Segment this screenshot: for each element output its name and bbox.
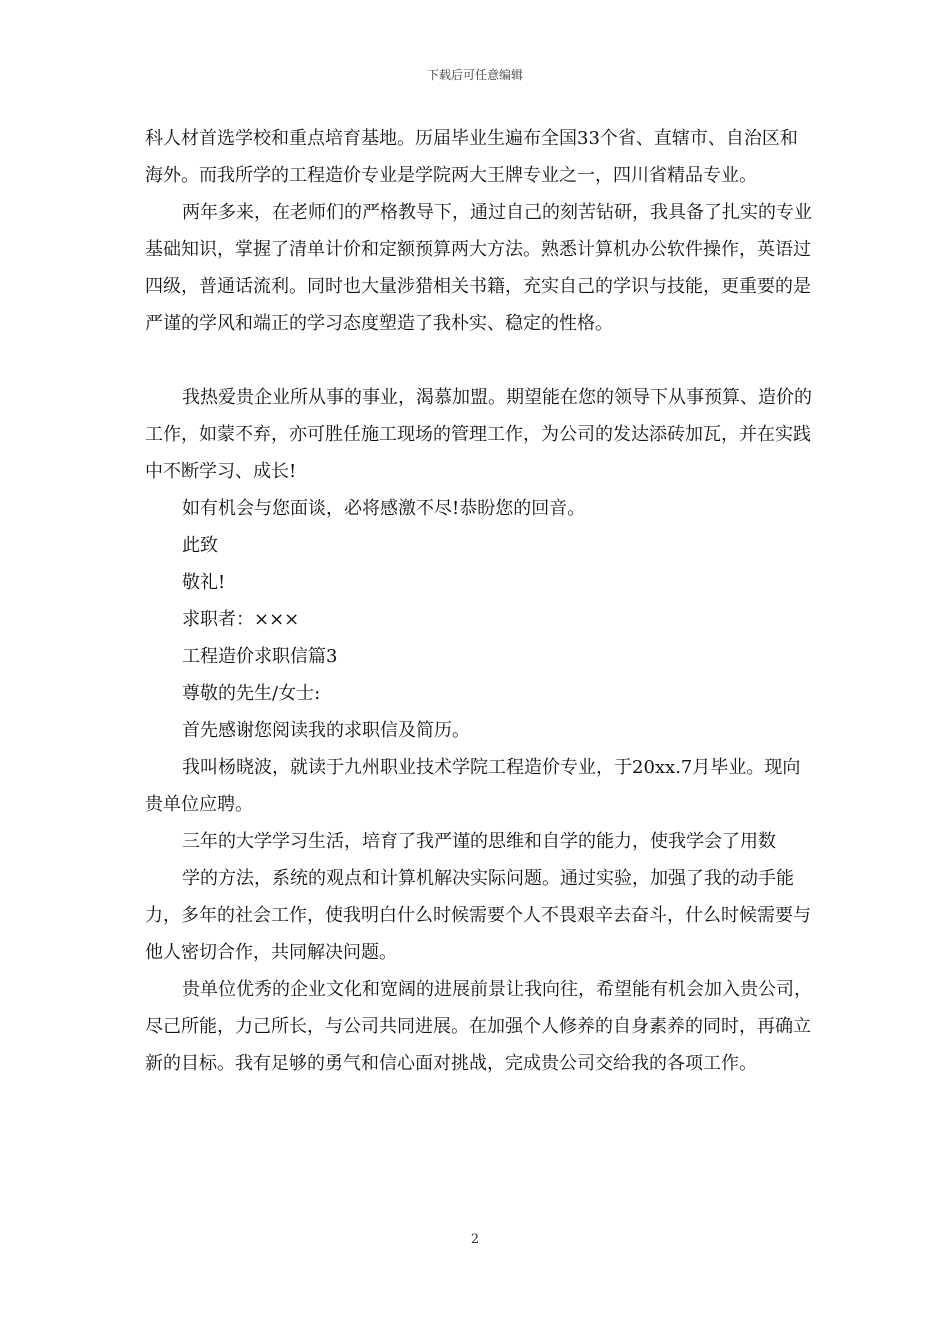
letter-body — [145, 120, 815, 1082]
paragraph-aspiration: 我热爱贵企业所从事的事业，渴慕加盟。期望能在您的领导下从事预算、造价的工作，如蒙不弃，亦可胜任施工现场的管理工作，为公司的发达添砖加瓦，并在实践中不断学习、成长! — [145, 387, 812, 482]
salutation-jingli: 敬礼! — [182, 572, 226, 593]
paragraph-university-life: 三年的大学学习生活，培育了我严谨的思维和自学的能力，使我学会了用数 — [182, 831, 776, 852]
signature-line: 求职者：××× — [182, 609, 300, 630]
paragraph-company-culture: 贵单位优秀的企业文化和宽阔的进展前景让我向往，希望能有机会加入贵公司，尽己所能，力己所长，与公司共同进展。在加强个人修养的自身素养的同时，再确立新的目标。我有足够的勇气和信心面对挑战，完成贵公司交给我的各项工作。 — [145, 979, 812, 1074]
paragraph-skills: 两年多来，在老师们的严格教导下，通过自己的刻苦钻研，我具备了扎实的专业基础知识，掌握了清单计价和定额预算两大方法。熟悉计算机办公软件操作，英语过四级，普通话流利。同时也大量涉猎相关书籍，充实自己的学识与技能，更重要的是严谨的学风和端正的学习态度塑造了我朴实、稳定的性格。 — [145, 202, 812, 334]
paragraph-gap — [145, 342, 815, 379]
page-header: 下载后可任意编辑 — [426, 68, 523, 82]
paragraph-closing-request: 如有机会与您面谈，必将感激不尽!恭盼您的回音。 — [182, 498, 586, 519]
page-number: 2 — [470, 1232, 480, 1247]
greeting-line: 尊敬的先生/女士: — [182, 683, 321, 704]
paragraph-methods: 学的方法，系统的观点和计算机解决实际问题。通过实验，加强了我的动手能力，多年的社会工作，使我明白什么时候需要个人不畏艰辛去奋斗，什么时候需要与他人密切合作，共同解决问题。 — [145, 868, 811, 963]
paragraph-thanks: 首先感谢您阅读我的求职信及简历。 — [182, 720, 470, 741]
section-title: 工程造价求职信篇3 — [182, 646, 338, 667]
paragraph-self-intro: 我叫杨晓波，就读于九州职业技术学院工程造价专业，于20xx.7月毕业。现向贵单位应聘。 — [145, 757, 801, 815]
paragraph-school-intro: 科人材首选学校和重点培育基地。历届毕业生遍布全国33个省、直辖市、自治区和海外。而我所学的工程造价专业是学院两大王牌专业之一，四川省精品专业。 — [145, 128, 798, 186]
salutation-cizhi: 此致 — [182, 535, 218, 556]
